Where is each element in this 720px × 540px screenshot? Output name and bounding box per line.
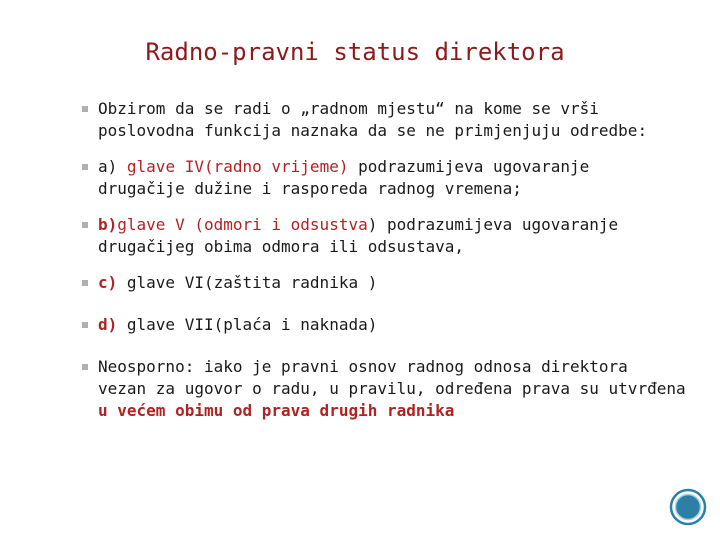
bullet-3-prefix: b) bbox=[98, 215, 118, 234]
bullet-3-line-2: drugačijeg obima odmora ili odsustava, bbox=[98, 237, 465, 256]
bullet-4-rest: glave VI(zaštita radnika ) bbox=[117, 273, 378, 292]
bullet-6-line-2: vezan za ugovor o radu, u pravilu, određena prava su utvrđena bbox=[98, 379, 686, 398]
bullet-item-4 bbox=[80, 272, 700, 294]
bullet-item-6 bbox=[80, 356, 700, 422]
bullet-6-line-3: u većem obimu od prava drugih radnika bbox=[98, 401, 455, 420]
bullet-item-1 bbox=[80, 98, 700, 142]
bullet-1-line-1: Obzirom da se radi o „radnom mjestu“ na kome se vrši bbox=[98, 99, 599, 118]
bullet-square-icon bbox=[82, 106, 88, 112]
bullet-3-highlight: glave V (odmori i odsustva bbox=[117, 215, 368, 234]
bullet-5-rest: glave VII(plaća i naknada) bbox=[117, 315, 378, 334]
bullet-5-line-1 bbox=[98, 314, 700, 336]
circular-navigation-icon[interactable] bbox=[669, 488, 707, 526]
bullet-2-line-2: drugačije dužine i rasporeda radnog vremena; bbox=[98, 179, 522, 198]
bullet-2-highlight: glave IV(radno vrijeme) bbox=[126, 157, 349, 176]
bullet-square-icon bbox=[82, 164, 88, 170]
bullet-2-rest: podrazumijeva ugovaranje bbox=[348, 157, 590, 176]
bullet-3-line-1 bbox=[98, 214, 700, 236]
bullet-list bbox=[80, 98, 700, 436]
bullet-1-line-2: poslovodna funkcija naznaka da se ne primjenjuju odredbe: bbox=[98, 121, 648, 140]
slide-title: Radno-pravni status direktora bbox=[145, 38, 565, 66]
bullet-4-prefix: c) bbox=[98, 273, 118, 292]
bullet-square-icon bbox=[82, 322, 88, 328]
bullet-item-2 bbox=[80, 156, 700, 200]
bullet-5-prefix: d) bbox=[98, 315, 118, 334]
bullet-item-5 bbox=[80, 314, 700, 336]
bullet-square-icon bbox=[82, 364, 88, 370]
bullet-square-icon bbox=[82, 280, 88, 286]
bullet-2-prefix: a) bbox=[98, 157, 127, 176]
bullet-2-line-1 bbox=[98, 156, 700, 178]
bullet-3-rest: ) podrazumijeva ugovaranje bbox=[367, 215, 619, 234]
bullet-square-icon bbox=[82, 222, 88, 228]
bullet-6-line-1: Neosporno: iako je pravni osnov radnog odnosa direktora bbox=[98, 357, 628, 376]
bullet-4-line-1 bbox=[98, 272, 700, 294]
bullet-item-3 bbox=[80, 214, 700, 258]
